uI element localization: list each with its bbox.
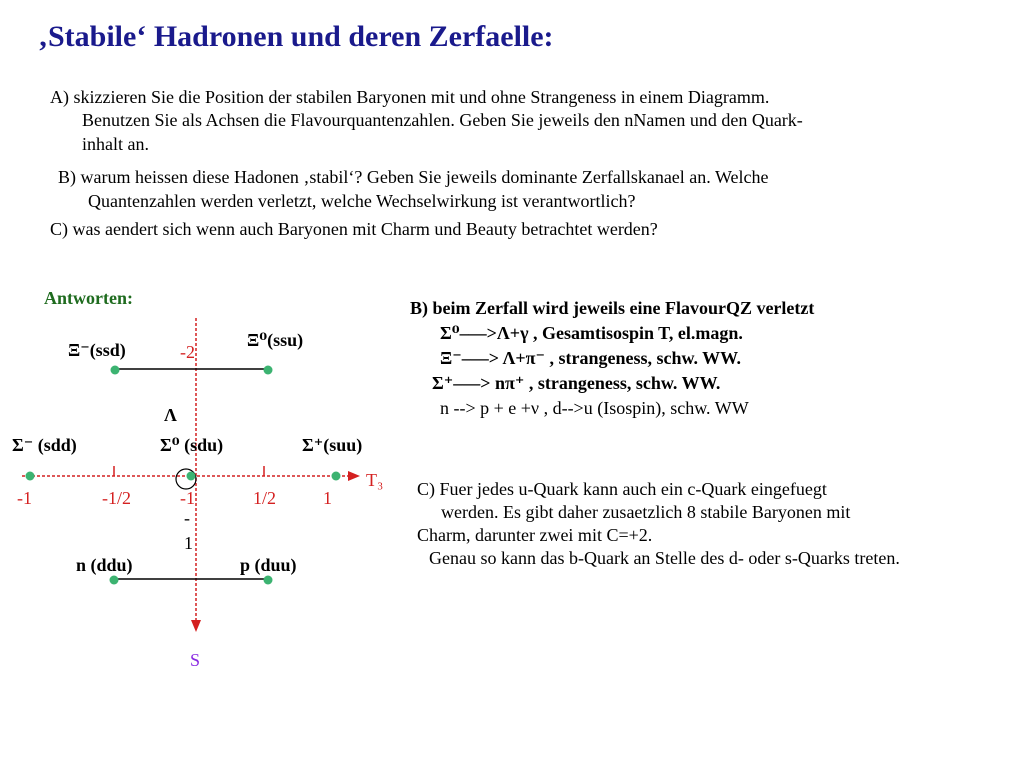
answer-c bbox=[417, 478, 900, 570]
answer-c-line4: Genau so kann das b-Quark an Stelle des d- oder s-Quarks treten. bbox=[429, 548, 900, 568]
t3-axis-label: T₃ bbox=[366, 470, 384, 490]
lambda-label: Λ bbox=[164, 405, 177, 425]
answer-b-line1: Σ⁰–—>Λ+γ , Gesamtisospin T, el.magn. bbox=[440, 323, 743, 343]
answer-c-line1: C) Fuer jedes u-Quark kann auch ein c-Quark eingefuegt bbox=[417, 479, 827, 499]
task-b-line2: Quantenzahlen werden verletzt, welche Wechselwirkung ist verantwortlich? bbox=[88, 191, 636, 211]
xi-minus-label: Ξ⁻(ssd) bbox=[68, 340, 126, 360]
sigma-zero-dot bbox=[187, 472, 196, 481]
answer-b-line4: n --> p + e +ν , d-->u (Isospin), schw. WW bbox=[440, 398, 749, 418]
s-dash-label: - bbox=[184, 508, 190, 528]
xi-zero-label: Ξ⁰(ssu) bbox=[247, 330, 304, 350]
s-axis-arrow bbox=[191, 620, 201, 632]
proton-label: p (duu) bbox=[240, 555, 297, 575]
tick-half-label: 1/2 bbox=[253, 488, 277, 508]
answer-b-heading: B) beim Zerfall wird jeweils eine FlavourQZ verletzt bbox=[410, 298, 815, 318]
sigma-minus-label: Σ⁻ (sdd) bbox=[12, 435, 77, 455]
sigma-plus-label: Σ⁺(suu) bbox=[302, 435, 363, 455]
tick-neg1-label: -1 bbox=[17, 488, 32, 508]
answer-c-line3: Charm, darunter zwei mit C=+2. bbox=[417, 525, 653, 545]
task-a-line3: inhalt an. bbox=[82, 134, 149, 154]
proton-dot bbox=[264, 576, 273, 585]
tick-mid-label: -1 bbox=[180, 488, 195, 508]
sigma-minus-dot bbox=[26, 472, 35, 481]
t3-axis-arrow bbox=[348, 471, 360, 481]
task-a: A) skizzieren Sie die Position der stabilen Baryonen mit und ohne Strangeness in einem Diagramm. bbox=[50, 87, 770, 107]
tick-neg-half-label: -1/2 bbox=[102, 488, 131, 508]
tick-1-label: 1 bbox=[323, 488, 332, 508]
page-title: ‚Stabile‘ Hadronen und deren Zerfaelle: bbox=[38, 20, 554, 53]
xi-minus-dot bbox=[111, 366, 120, 375]
xi-zero-dot bbox=[264, 366, 273, 375]
task-b: B) warum heissen diese Hadonen ‚stabil‘? Geben Sie jeweils dominante Zerfallskanael an. Welche bbox=[58, 167, 769, 187]
sigma-plus-dot bbox=[332, 472, 341, 481]
task-c: C) was aendert sich wenn auch Baryonen mit Charm und Beauty betrachtet werden? bbox=[50, 219, 658, 239]
sigma-zero-label: Σ⁰ (sdu) bbox=[160, 435, 224, 455]
neutron-label: n (ddu) bbox=[76, 555, 133, 575]
neutron-dot bbox=[110, 576, 119, 585]
answer-c-line2: werden. Es gibt daher zusaetzlich 8 stabile Baryonen mit bbox=[441, 502, 851, 522]
answers-label: Antworten: bbox=[44, 288, 133, 308]
task-a-line2: Benutzen Sie als Achsen die Flavourquantenzahlen. Geben Sie jeweils den nNamen und den Quark- bbox=[82, 110, 803, 130]
answer-b-line2: Ξ⁻–—> Λ+π⁻ , strangeness, schw. WW. bbox=[440, 348, 742, 368]
s-one-label: 1 bbox=[184, 533, 193, 553]
answer-b-line3: Σ⁺–—> nπ⁺ , strangeness, schw. WW. bbox=[432, 373, 721, 393]
answer-b bbox=[410, 296, 814, 421]
s-minus2-label: -2 bbox=[180, 342, 195, 362]
s-axis-label: S bbox=[190, 650, 201, 670]
